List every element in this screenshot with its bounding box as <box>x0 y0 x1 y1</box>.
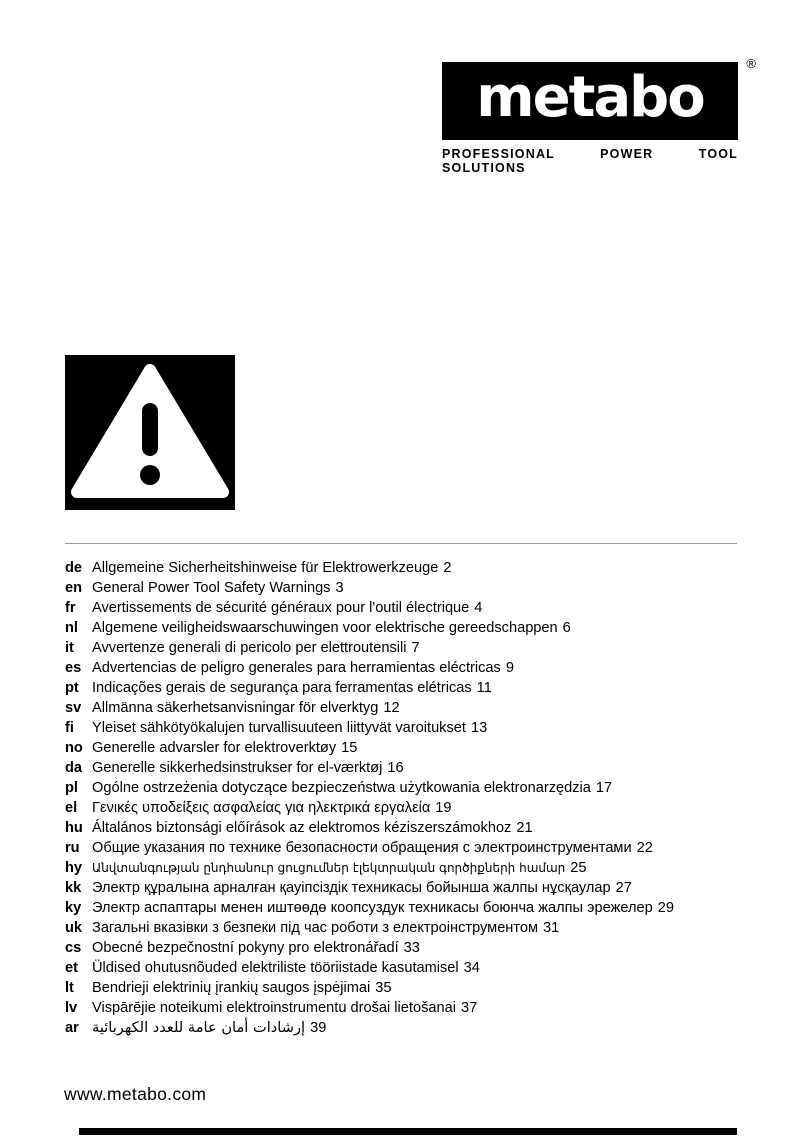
language-code: fi <box>65 720 74 736</box>
logo-row <box>442 56 756 140</box>
language-code: kk <box>65 880 82 896</box>
toc-entry-ru <box>65 838 747 858</box>
entry-title: Üldised ohutusnõuded elektriliste tööriistade kasutamisel <box>92 960 459 976</box>
entry-page-number: 2 <box>443 560 452 576</box>
toc-entry-kk <box>65 878 747 898</box>
entry-page-number: 25 <box>570 860 587 876</box>
entry-title: Advertencias de peligro generales para herramientas eléctricas <box>92 660 501 676</box>
language-code: nl <box>65 620 78 636</box>
entry-page-number: 4 <box>474 600 483 616</box>
entry-title: Avvertenze generali di pericolo per elettroutensili <box>92 640 407 656</box>
entry-page-number: 31 <box>543 920 560 936</box>
entry-title: Электр құралына арналған қауіпсіздік техникасы бойынша жалпы нұсқаулар <box>92 880 611 896</box>
language-code: sv <box>65 700 82 716</box>
language-code: lt <box>65 980 74 996</box>
entry-page-number: 13 <box>470 720 488 736</box>
entry-page-number: 37 <box>460 1000 478 1016</box>
toc-entry-lt <box>65 978 747 998</box>
toc-entry-nl <box>65 618 747 638</box>
entry-title: Általános biztonsági előírások az elektromos kéziszerszámokhoz <box>92 820 512 836</box>
logo-text: metabo <box>476 65 704 130</box>
entry-title: Yleiset sähkötyökalujen turvallisuuteen liittyvät varoitukset <box>92 720 466 736</box>
entry-title: Общие указания по технике безопасности обращения с электроинструментами <box>92 840 632 856</box>
toc-entry-no <box>65 738 747 758</box>
entry-title: Algemene veiligheidswaarschuwingen voor elektrische gereedschappen <box>92 620 558 636</box>
entry-page-number: 29 <box>657 900 674 916</box>
language-code: et <box>65 960 78 976</box>
toc-entry-lv <box>65 998 747 1018</box>
metabo-brand <box>442 56 756 175</box>
entry-title: Generelle sikkerhedsinstrukser for el-værktøj <box>92 760 383 776</box>
toc-entry-es <box>65 658 747 678</box>
website-text: www.metabo.com <box>64 1084 207 1104</box>
language-code: lv <box>65 1000 78 1016</box>
language-code: de <box>65 560 83 576</box>
entry-title: Indicações gerais de segurança para ferramentas elétricas <box>92 680 472 696</box>
warning-triangle-icon <box>65 355 235 510</box>
entry-title: Γενικές υποδείξεις ασφαλείας για ηλεκτρικά εργαλεία <box>92 800 431 816</box>
entry-page-number: 6 <box>562 620 571 636</box>
toc-entry-uk <box>65 918 747 938</box>
entry-title: General Power Tool Safety Warnings <box>92 580 331 596</box>
language-code: it <box>65 640 74 656</box>
toc-entry-ky <box>65 898 747 918</box>
entry-page-number: 16 <box>387 760 404 776</box>
entry-page-number: 11 <box>476 680 492 696</box>
entry-title: Загальні вказівки з безпеки під час роботи з електроінструментом <box>92 920 539 936</box>
toc-entry-fr <box>65 598 747 618</box>
entry-page-number: 33 <box>403 940 420 956</box>
toc-entry-et <box>65 958 747 978</box>
language-code: ky <box>65 900 82 916</box>
language-code: es <box>65 660 82 676</box>
language-code: da <box>65 760 83 776</box>
entry-title: Obecné bezpečnostní pokyny pro elektronářadí <box>92 940 399 956</box>
entry-page-number: 17 <box>595 780 613 796</box>
entry-page-number: 19 <box>435 800 452 816</box>
entry-title: Ogólne ostrzeżenia dotyczące bezpieczeństwa użytkowania elektronarzędzia <box>92 780 591 796</box>
entry-title: Vispārējie noteikumi elektroinstrumentu drošai lietošanai <box>92 1000 456 1016</box>
entry-page-number: 12 <box>383 700 400 716</box>
entry-page-number: 9 <box>505 660 514 676</box>
brand-tagline: PROFESSIONAL POWER TOOL SOLUTIONS <box>442 147 738 175</box>
entry-title: Allmänna säkerhetsanvisningar för elverktyg <box>92 700 379 716</box>
entry-title: إرشادات أمان عامة للعدد الكهربائية <box>92 1019 306 1036</box>
language-code: en <box>65 580 83 596</box>
entry-page-number: 39 <box>310 1020 327 1036</box>
divider-line <box>65 543 737 544</box>
language-code: no <box>65 740 83 756</box>
bottom-bar <box>79 1128 737 1135</box>
toc-entry-de <box>65 558 747 578</box>
toc-entry-hy <box>65 858 747 878</box>
entry-page-number: 35 <box>375 980 392 996</box>
entry-title: Generelle advarsler for elektroverktøy <box>92 740 337 756</box>
toc-entry-en <box>65 578 747 598</box>
metabo-logo <box>442 62 738 140</box>
entry-page-number: 7 <box>411 640 420 656</box>
toc-entry-pl <box>65 778 747 798</box>
toc-entry-hu <box>65 818 747 838</box>
toc-entry-ar <box>65 1018 747 1038</box>
language-code: hu <box>65 820 83 836</box>
language-code: hy <box>65 860 83 876</box>
entry-title: Allgemeine Sicherheitshinweise für Elektrowerkzeuge <box>92 560 439 576</box>
entry-page-number: 3 <box>335 580 344 596</box>
entry-page-number: 27 <box>615 880 632 896</box>
toc-entry-da <box>65 758 747 778</box>
entry-title: Avertissements de sécurité généraux pour l'outil électrique <box>92 600 470 616</box>
toc-entry-el <box>65 798 747 818</box>
language-code: ru <box>65 840 80 856</box>
entry-page-number: 34 <box>463 960 480 976</box>
entry-page-number: 22 <box>636 840 653 856</box>
toc-entry-cs <box>65 938 747 958</box>
language-code: uk <box>65 920 83 936</box>
language-code: cs <box>65 940 82 956</box>
toc-entry-sv <box>65 698 747 718</box>
entry-title: Անվտանգության ընդհանուր ցուցումներ էլեկտրական գործիքների համար <box>92 861 566 875</box>
language-code: pt <box>65 680 79 696</box>
toc-entry-pt <box>65 678 747 698</box>
toc-entry-it <box>65 638 747 658</box>
toc-entry-fi <box>65 718 747 738</box>
entry-title: Bendrieji elektrinių įrankių saugos įspėjimai <box>92 980 371 996</box>
language-code: ar <box>65 1020 79 1036</box>
language-code: el <box>65 800 78 816</box>
language-toc <box>65 558 747 1038</box>
language-code: pl <box>65 780 78 796</box>
language-code: fr <box>65 600 76 616</box>
entry-page-number: 15 <box>341 740 358 756</box>
entry-title: Электр аспаптары менен иштөөдө коопсуздук техникасы боюнча жалпы эрежелер <box>92 900 653 916</box>
registered-trademark-icon: ® <box>746 56 756 71</box>
entry-page-number: 21 <box>516 820 533 836</box>
